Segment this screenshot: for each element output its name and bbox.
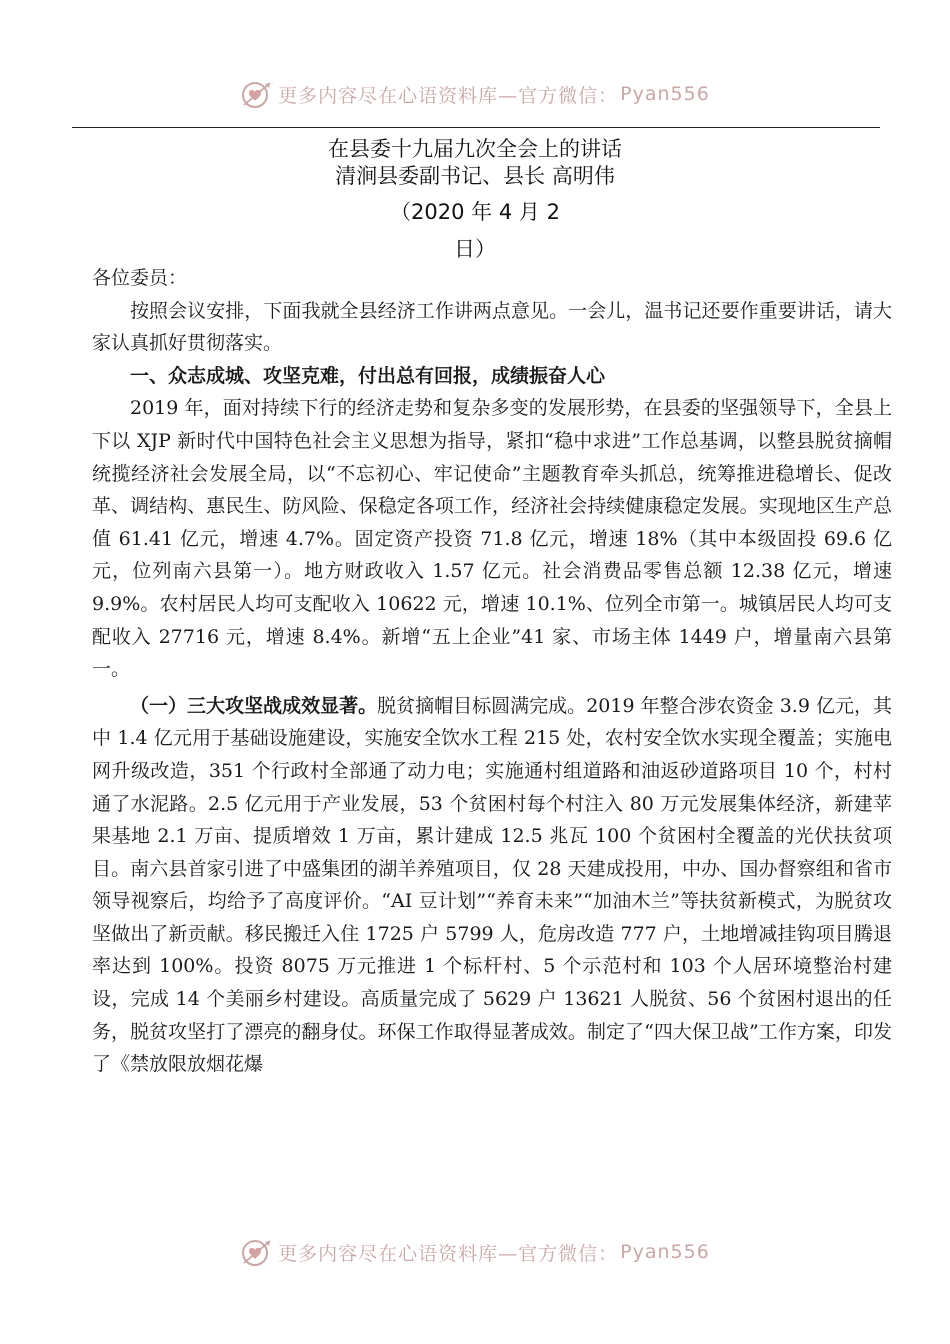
watermark-wechat-id: Pyan556 <box>620 83 710 105</box>
watermark-wechat-id: Pyan556 <box>620 1241 710 1263</box>
watermark-text: 更多内容尽在心语资料库—官方微信： <box>278 1242 619 1265</box>
header-divider <box>72 127 880 128</box>
watermark-text: 更多内容尽在心语资料库—官方微信： <box>278 84 619 107</box>
paragraph-economy-summary: 2019 年，面对持续下行的经济走势和复杂多变的发展形势，在县委的坚强领导下，全县上下以 XJP 新时代中国特色社会主义思想为指导，紧扣“稳中求进”工作总基调，以整县脱贫摘帽统揽经济社会发展全局，以“不忘初心、牢记使命”主题教育牵头抓总，统筹推进稳增长、促改革、调结构、惠民生、防风险、保稳定各项工作，经济社会持续健康稳定发展。实现地区生产总值 61.41 亿元，增速 4.7%。固定资产投资 71.8 亿元，增速 18%（其中本级固投 69.6 亿元，位列南六县第一）。地方财政收入 1.57 亿元。社会消费品零售总额 12.38 亿元，增速 9.9%。农村居民人均可支配收入 10622 元，增速 10.1%、位列全市第一。城镇居民人均可支配收入 27716 元，增速 8.4%。新增“五上企业”41 家、市场主体 1449 户，增量南六县第一。 <box>92 397 892 681</box>
subsection-text-1: 脱贫摘帽目标圆满完成。2019 年整合涉农资金 3.9 亿元，其中 1.4 亿元用于基础设施建设，实施安全饮水工程 215 处，农村安全饮水实现全覆盖；实施电网升级改造，351 个行政村全部通了动力电；实施通村组道路和油返砂道路项目 10 个，村村通了水泥路。2.5 亿元用于产业发展，53 个贫困村每个村注入 80 万元发展集体经济，新建苹果基地 2.1 万亩、提质增效 1 万亩，累计建成 12.5 兆瓦 100 个贫困村全覆盖的光伏扶贫项目。南六县首家引进了中盛集团的湖羊养殖项目，仅 28 天建成投用，中办、国办督察组和省市领导视察后，均给予了高度评价。“AI 豆计划”“养育未来”“加油木兰”等扶贫新模式，为脱贫攻坚做出了新贡献。移民搬迁入住 1725 户 5799 人，危房改造 777 户，土地增减挂钩项目腾退率达到 100%。投资 8075 万元推进 1 个标杆村、5 个示范村和 103 个人居环境整治村建设，完成 14 个美丽乡村建设。高质量完成了 5629 户 13621 人脱贫、56 个贫困村退出的任务，脱贫攻坚打了漂亮的翻身仗。环保工作取得显著成效。制定了“四大保卫战”工作方案，印发了《禁放限放烟花爆 <box>92 694 892 1076</box>
document-title: 在县委十九届九次全会上的讲话 <box>328 137 622 161</box>
heart-arrow-logo-icon <box>240 1235 274 1269</box>
watermark-top <box>0 74 950 114</box>
intro-paragraph: 按照会议安排，下面我就全县经济工作讲两点意见。一会儿，温书记还要作重要讲话，请大家认真抓好贯彻落实。 <box>92 299 892 355</box>
watermark-bottom <box>0 1232 950 1272</box>
speaker-line: 清涧县委副书记、县长 高明伟 <box>335 164 615 188</box>
subsection-lead-1: （一）三大攻坚战成效显著。 <box>130 694 378 717</box>
date-line-2: 日） <box>454 237 496 261</box>
heart-arrow-logo-icon <box>240 77 274 111</box>
salutation: 各位委员： <box>92 267 188 289</box>
date-line-1: （2020 年 4 月 2 <box>390 200 560 224</box>
section-heading-1: 一、众志成城、攻坚克难，付出总有回报，成绩振奋人心 <box>130 364 606 387</box>
paragraph-three-battles <box>92 690 892 1081</box>
document-body <box>92 262 892 1081</box>
